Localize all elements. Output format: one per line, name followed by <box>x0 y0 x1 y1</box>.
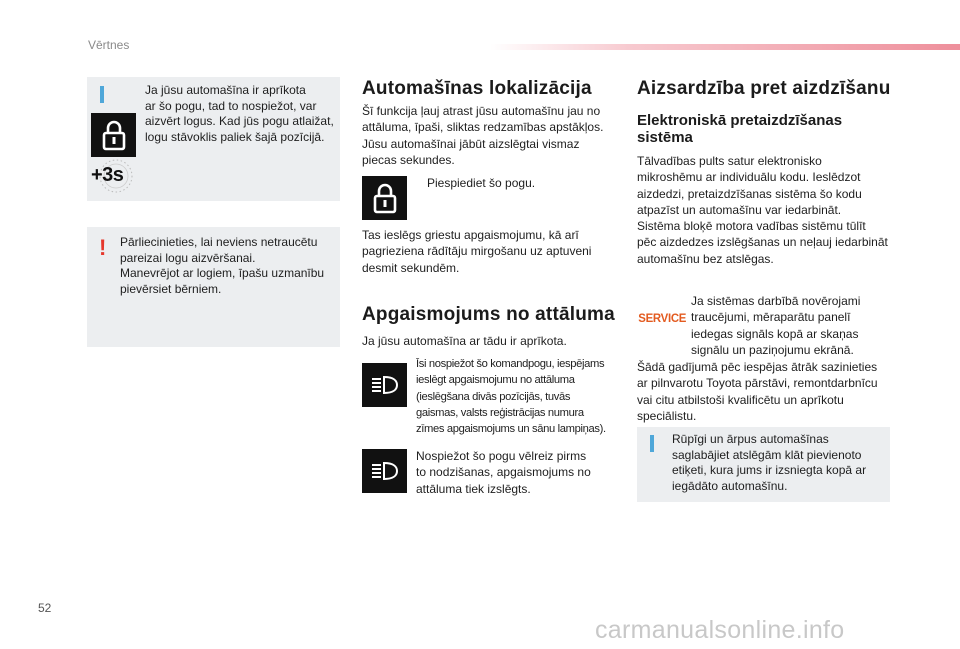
section-title: Vērtnes <box>88 38 130 52</box>
step-text: Piespiediet šo pogu. <box>427 176 536 190</box>
remote-lighting-off-text: Nospiežot šo pogu vēlreiz pirms to nodzišanas, apgaismojums no attāluma tiek izslēgts. <box>416 449 591 496</box>
anti-theft-title: Aizsardzība pret aizdzīšanu <box>637 78 891 99</box>
service-text: Ja sistēmas darbībā novērojami traucējumi, mēraparātu panelī iedegas signāls kopā ar skaņas signālu un paziņojumu ekrānā. <box>691 294 861 357</box>
service-action-text: Šādā gadījumā pēc iespējas ātrāk sazinieties ar pilnvarotu Toyota pārstāvi, remontdarbnīcu vai citu atbilstoši kvalificētu un aprīkotu speciālistu. <box>637 360 878 423</box>
localization-step <box>418 175 618 191</box>
remote-lighting-title: Apgaismojums no attāluma <box>362 304 615 325</box>
remote-lighting-intro: Ja jūsu automašīna ar tādu ir aprīkota. <box>362 334 567 348</box>
info-note-box <box>87 77 340 201</box>
service-warning-icon: SERVICE <box>638 311 687 325</box>
warning-icon: ! <box>99 235 107 260</box>
info-icon <box>100 86 104 103</box>
localization-result: Tas ieslēgs griestu apgaismojumu, kā arī pagrieziena rādītāju mirgošanu uz aptuveni desmit sekundēm. <box>362 228 592 275</box>
lock-button-icon <box>362 176 407 220</box>
warning-note-box <box>87 227 340 347</box>
watermark: carmanualsonline.info <box>595 616 845 644</box>
remote-lighting-on-text: Īsi nospiežot šo komandpogu, iespējams ieslēgt apgaismojumu no attāluma (ieslēgšana divās pozīcijās, tuvās gaismas, valsts reģistrācijas numura zīmes apgaismojums un sānu lampiņas). <box>416 358 606 436</box>
timer-icon <box>89 157 139 197</box>
key-label-note-box <box>637 427 890 502</box>
info-icon <box>650 435 654 452</box>
key-label-note-text: Rūpīgi un ārpus automašīnas saglabājiet atslēgām klāt pievienoto etiķeti, kura jums ir izsniegta kopā ar iegādāto automašīnu. <box>672 432 867 493</box>
localization-title: Automašīnas lokalizācija <box>362 78 592 99</box>
lock-button-icon <box>91 113 136 157</box>
headlight-button-icon <box>362 449 407 493</box>
headlight-button-icon <box>362 363 407 407</box>
localization-intro: Šī funkcija ļauj atrast jūsu automašīnu jau no attāluma, īpaši, sliktas redzamības apstākļos. Jūsu automašīnai jābūt aizslēgtai vismaz piecas sekundes. <box>362 104 604 167</box>
warning-note-text: Pārliecinieties, lai neviens netraucētu pareizai logu aizvēršanai. Manevrējot ar logiem, īpašu uzmanību pievērsiet bērniem. <box>120 235 325 296</box>
info-note-text: Ja jūsu automašīna ir aprīkota ar šo pogu, tad to nospiežot, var aizvērt logus. Kad jūs pogu atlaižat, logu stāvoklis paliek šajā pozīcijā. <box>145 83 334 144</box>
immobiliser-body: Tālvadības pults satur elektronisko mikroshēmu ar individuālu kodu. Ieslēdzot aizdedzi, pretaizdzīšanas sistēma šo kodu atpazīst un automašīnu var iedarbināt. Sistēma bloķē motora vadības sistēmu tūlīt pēc aizdedzes izslēgšanas un neļauj iedarbināt automašīnu bez atslēgas. <box>637 154 888 266</box>
timer-label: +3s <box>91 164 124 186</box>
immobiliser-subtitle: Elektroniskā pretaizdzīšanas sistēma <box>637 112 843 146</box>
header-decor-bar <box>490 44 960 50</box>
page-number: 52 <box>38 601 52 615</box>
